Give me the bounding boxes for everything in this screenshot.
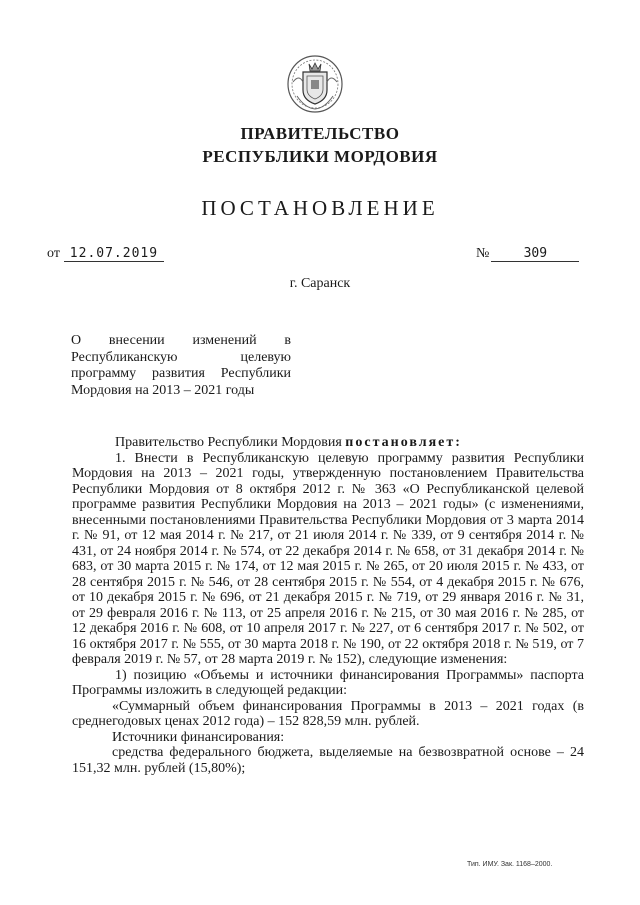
subject-line: программу развития Республики <box>71 366 291 381</box>
body-paragraph-3: «Суммарный объем финансирования Программы в 2013 – 2021 годах (в среднегодовых ценах 2012 года) – 152 828,59 млн. рублей. <box>72 698 584 729</box>
number-prefix: № <box>476 246 490 261</box>
subject-line: Республиканскую целевую <box>71 349 291 365</box>
decree-number: 309 <box>491 246 579 262</box>
coat-of-arms-icon <box>285 52 345 114</box>
subject-line: О внесении изменений в <box>71 333 291 348</box>
body-paragraph-2: 1) позицию «Объемы и источники финансирования Программы» паспорта Программы изложить в следующей редакции: <box>72 667 584 698</box>
body-paragraph-5: средства федерального бюджета, выделяемые на безвозвратной основе – 24 151,32 млн. рублей (15,80%); <box>72 745 584 776</box>
intro-text: Правительство Республики Мордовия <box>115 435 346 450</box>
decree-date: 12.07.2019 <box>64 246 164 262</box>
body-paragraph-4: Источники финансирования: <box>112 729 285 745</box>
intro-decrees-word: постановляет: <box>345 435 462 450</box>
date-prefix: от <box>47 246 60 261</box>
decree-body <box>72 435 584 776</box>
decree-subject <box>71 333 291 399</box>
city-name: г. Саранск <box>289 276 351 291</box>
decree-number-line <box>476 246 579 262</box>
decree-date-line <box>47 246 164 262</box>
body-paragraph-1: 1. Внести в Республиканскую целевую программу развития Республики Мордовия на 2013 – 2021 годы, утвержденную постановлением Правительства Республики Мордовия от 8 октября 2012 г. № 363 «О Республиканской целевой программе развития Республики Мордовия на 2013 – 2021 годы» (с изменениями, внесенными постановлениями Правительства Республики Мордовия от 3 марта 2014 г. № 91, от 12 мая 2014 г. № 217, от 21 июля 2014 г. № 339, от 9 сентября 2014 г. № 431, от 24 ноября 2014 г. № 574, от 22 декабря 2014 г. № 658, от 31 декабря 2014 г. № 683, от 30 марта 2015 г. № 174, от 12 мая 2015 г. № 265, от 20 июля 2015 г. № 433, от 28 сентября 2015 г. № 546, от 28 сентября 2015 г. № 554, от 4 декабря 2015 г. № 676, от 10 декабря 2015 г. № 696, от 21 декабря 2015 г. № 719, от 29 января 2016 г. № 31, от 29 февраля 2016 г. № 113, от 25 апреля 2016 г. № 215, от 30 мая 2016 г. № 285, от 12 декабря 2016 г. № 608, от 10 апреля 2017 г. № 227, от 6 сентября 2017 г. № 502, от 16 октября 2017 г. № 555, от 30 марта 2018 г. № 190, от 22 октября 2018 г. № 519, от 7 февраля 2019 г. № 57, от 28 марта 2019 г. № 152), следующие изменения: <box>72 450 584 667</box>
government-title-line1: ПРАВИТЕЛЬСТВО <box>240 124 400 143</box>
document-type-title: ПОСТАНОВЛЕНИЕ <box>201 196 439 220</box>
subject-line: Мордовия на 2013 – 2021 годы <box>71 382 255 398</box>
body-intro <box>72 435 584 451</box>
government-title-line2: РЕСПУБЛИКИ МОРДОВИЯ <box>202 147 438 166</box>
print-mark: Тип. ИМУ. Зак. 1168–2000. <box>467 861 553 868</box>
